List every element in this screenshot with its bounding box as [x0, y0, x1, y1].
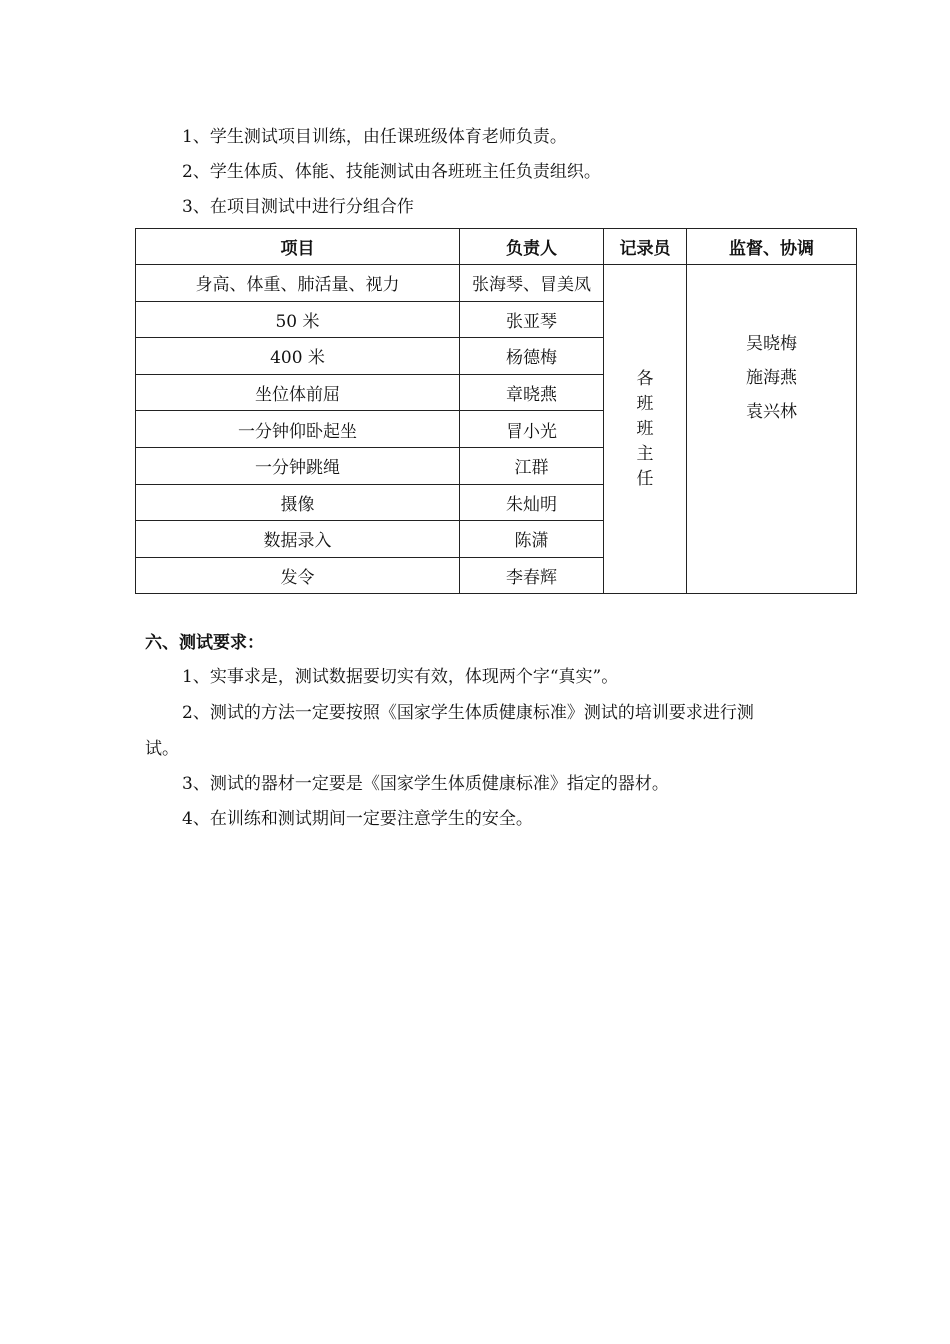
recorder-char: 主: [636, 443, 654, 464]
requirement-1: 1、实事求是，测试数据要切实有效，体现两个字“真实”。: [182, 667, 619, 687]
intro-line-2: 2、学生体质、体能、技能测试由各班班主任负责组织。: [182, 162, 601, 182]
requirement-3: 3、测试的器材一定要是《国家学生体质健康标准》指定的器材。: [182, 774, 669, 794]
cell-item: 身高、体重、肺活量、视力: [136, 265, 460, 302]
supervisor-name: 袁兴林: [746, 402, 797, 422]
cell-owner: 张海琴、冒美凤: [460, 265, 604, 302]
cell-owner: 章晓燕: [460, 374, 604, 411]
recorder-char: 班: [636, 393, 654, 414]
requirement-2: 2、测试的方法一定要按照《国家学生体质健康标准》测试的培训要求进行测: [182, 703, 754, 723]
requirement-4: 4、在训练和测试期间一定要注意学生的安全。: [182, 809, 533, 829]
cell-item: 发令: [136, 557, 460, 594]
cell-item: 一分钟跳绳: [136, 447, 460, 484]
cell-owner: 李春辉: [460, 557, 604, 594]
intro-line-3: 3、在项目测试中进行分组合作: [182, 197, 414, 217]
cell-item: 摄像: [136, 484, 460, 521]
table-row: [136, 265, 857, 302]
cell-owner: 冒小光: [460, 411, 604, 448]
cell-owner: 张亚琴: [460, 301, 604, 338]
header-recorder: 记录员: [604, 229, 687, 265]
cell-item: 数据录入: [136, 521, 460, 558]
cell-owner: 杨德梅: [460, 338, 604, 375]
cell-item: 一分钟仰卧起坐: [136, 411, 460, 448]
cell-owner: 陈潇: [460, 521, 604, 558]
table-header-row: [136, 229, 857, 265]
header-item: 项目: [136, 229, 460, 265]
assignment-table: [135, 228, 857, 594]
recorder-char: 任: [636, 468, 654, 489]
cell-supervisors: [687, 265, 857, 594]
recorder-char: 各: [636, 368, 654, 389]
supervisor-name: 施海燕: [746, 368, 797, 388]
cell-recorder: [604, 265, 687, 594]
cell-item: 400 米: [136, 338, 460, 375]
intro-line-1: 1、学生测试项目训练，由任课班级体育老师负责。: [182, 127, 567, 147]
cell-owner: 朱灿明: [460, 484, 604, 521]
cell-item: 50 米: [136, 301, 460, 338]
header-supervisor: 监督、协调: [687, 229, 857, 265]
header-owner: 负责人: [460, 229, 604, 265]
requirement-2-continuation: 试。: [145, 739, 179, 759]
cell-owner: 江群: [460, 447, 604, 484]
cell-item: 坐位体前屈: [136, 374, 460, 411]
recorder-char: 班: [636, 418, 654, 439]
supervisor-name: 吴晓梅: [746, 334, 797, 354]
section-6-title: 六、测试要求：: [145, 633, 264, 653]
